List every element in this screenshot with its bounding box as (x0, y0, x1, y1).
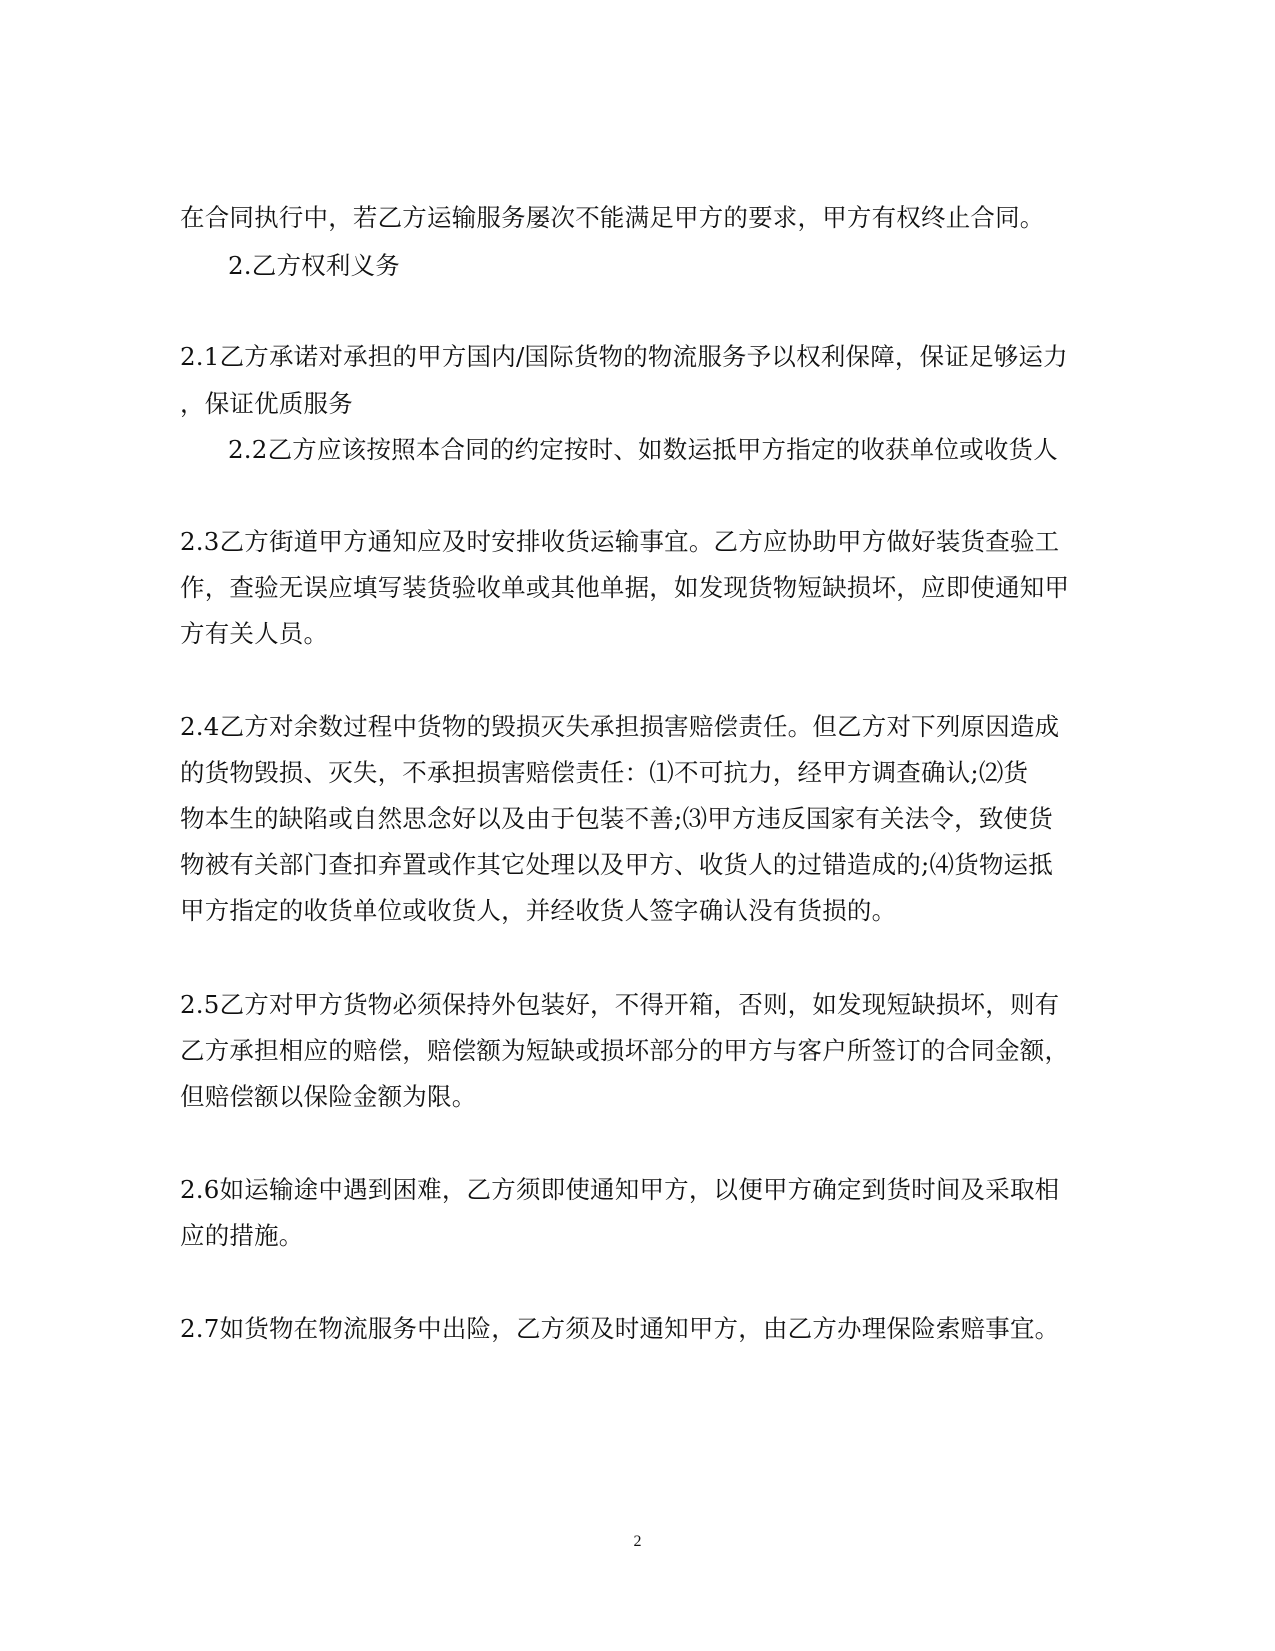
text-line: 但赔偿额以保险金额为限。 (180, 1082, 477, 1111)
text-line: 物被有关部门查扣弃置或作其它处理以及甲方、收货人的过错造成的;⑷货物运抵 (180, 850, 1053, 879)
text-line: 2.5乙方对甲方货物必须保持外包装好，不得开箱，否则，如发现短缺损坏，则有 (180, 990, 1060, 1019)
text-line: 2.2乙方应该按照本合同的约定按时、如数运抵甲方指定的收获单位或收货人 (228, 435, 1058, 464)
section-heading: 2.乙方权利义务 (228, 251, 400, 280)
text-line: ，保证优质服务 (180, 389, 353, 418)
page-number: 2 (633, 1533, 642, 1550)
text-line: 在合同执行中，若乙方运输服务屡次不能满足甲方的要求，甲方有权终止合同。 (180, 203, 1045, 232)
text-line: 乙方承担相应的赔偿，赔偿额为短缺或损坏部分的甲方与客户所签订的合同金额， (180, 1036, 1070, 1065)
text-line: 作，查验无误应填写装货验收单或其他单据，如发现货物短缺损坏，应即使通知甲 (180, 573, 1070, 602)
text-line: 2.4乙方对余数过程中货物的毁损灭失承担损害赔偿责任。但乙方对下列原因造成 (180, 712, 1060, 741)
text-line: 2.3乙方街道甲方通知应及时安排收货运输事宜。乙方应协助甲方做好装货查验工 (180, 527, 1060, 556)
text-line: 2.7如货物在物流服务中出险，乙方须及时通知甲方，由乙方办理保险索赔事宜。 (180, 1314, 1060, 1343)
text-line: 甲方指定的收货单位或收货人，并经收货人签字确认没有货损的。 (180, 896, 897, 925)
text-line: 2.1乙方承诺对承担的甲方国内/国际货物的物流服务予以权利保障，保证足够运力 (180, 342, 1068, 371)
text-line: 应的措施。 (180, 1221, 304, 1250)
text-line: 方有关人员。 (180, 619, 329, 648)
text-line: 的货物毁损、灭失，不承担损害赔偿责任：⑴不可抗力，经甲方调查确认;⑵货 (180, 758, 1029, 787)
text-line: 物本生的缺陷或自然思念好以及由于包装不善;⑶甲方违反国家有关法令，致使货 (180, 804, 1053, 833)
text-line: 2.6如运输途中遇到困难，乙方须即使通知甲方，以便甲方确定到货时间及采取相 (180, 1175, 1060, 1204)
